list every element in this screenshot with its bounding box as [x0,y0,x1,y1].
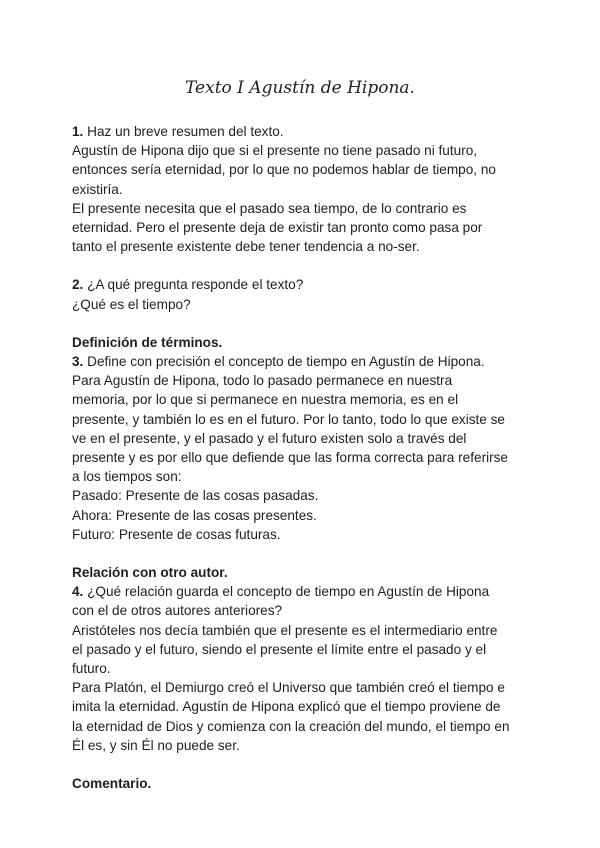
q4-number: 4. [72,584,84,600]
q3-tiempo-ahora: Ahora: Presente de las cosas presentes. [72,507,317,523]
q3-heading [72,352,532,371]
section-definicion-heading: Definición de términos. [72,334,223,350]
q3-line: presente, y también lo es en el futuro. Por lo tanto, todo lo que existe se [72,411,505,427]
section-comentario-heading: Comentario. [72,776,152,792]
q1-line: existiría. [72,181,123,197]
document-title: Texto I Agustín de Hipona. [185,78,415,98]
section-relacion-heading: Relación con otro autor. [72,565,228,581]
q1-number: 1. [72,124,84,139]
q3-question: Define con precisión el concepto de tiempo en Agustín de Hipona. [87,354,485,370]
q1-line: entonces sería eternidad, por lo que no podemos hablar de tiempo, no [72,162,496,178]
document-body [72,122,532,793]
q4-line: Él es, y sin Él no puede ser. [72,737,240,753]
q2-answer: ¿Qué es el tiempo? [72,296,191,312]
q1-line: Agustín de Hipona dijo que si el presente no tiene pasado ni futuro, [72,143,478,159]
q4-line: imita la eternidad. Agustín de Hipona explicó que el tiempo proviene de [72,699,501,715]
q4-question: ¿Qué relación guarda el concepto de tiempo en Agustín de Hipona [87,584,490,600]
q4-line: Para Platón, el Demiurgo creó el Universo que también creó el tiempo e [72,680,505,696]
q1-line: eternidad. Pero el presente deja de existir tan pronto como pasa por [72,220,483,236]
q1-line: tanto el presente existente debe tener tendencia a no-ser. [72,239,420,255]
q1-line: El presente necesita que el pasado sea tiempo, de lo contrario es [72,200,467,216]
q4-line: la eternidad de Dios y comienza con la creación del mundo, el tiempo en [72,718,510,734]
q4-line: el pasado y el futuro, siendo el presente el límite entre el pasado y el [72,641,487,657]
q3-tiempo-pasado: Pasado: Presente de las cosas pasadas. [72,488,319,504]
q3-line: memoria, por lo que si permanece en nuestra memoria, es en el [72,392,459,408]
q3-tiempo-futuro: Futuro: Presente de cosas futuras. [72,526,281,542]
q4-question-cont: con el de otros autores anteriores? [72,603,283,619]
q3-line: a los tiempos son: [72,469,182,485]
q2-number: 2. [72,277,84,293]
q1-question: Haz un breve resumen del texto. [87,124,284,139]
q3-line: presente y es por ello que defiende que las forma correcta para referirse [72,450,508,466]
q4-heading [72,582,532,601]
q4-line: futuro. [72,661,111,677]
q4-line: Aristóteles nos decía también que el presente es el intermediario entre [72,622,498,638]
q3-line: Para Agustín de Hipona, todo lo pasado permanece en nuestra [72,373,453,389]
q2-question: ¿A qué pregunta responde el texto? [87,277,304,293]
q1-heading [72,122,532,141]
q3-line: ve en el presente, y el pasado y el futuro existen solo a través del [72,430,467,446]
q3-number: 3. [72,354,84,370]
q2-heading [72,275,532,294]
